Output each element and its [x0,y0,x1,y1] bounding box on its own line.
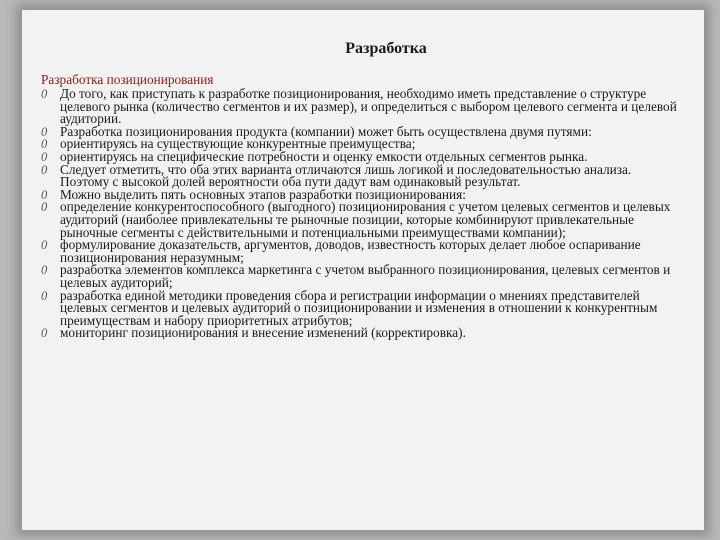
list-item-text: мониторинг позиционирования и внесение изменений (корректировка). [60,325,466,341]
list-item-text: разработка единой методики проведения сбора и регистрации информации о мнениях представителей целевых сегментов и целевых аудиторий о позиционировании и изменения в отношении к конкурентным преимуществам и набору приоритетных атрибутов; [60,287,658,328]
list-item [41,161,681,190]
bullet-marker: 0 [41,137,48,152]
list-item-text: До того, как приступать к разработке позиционирования, необходимо иметь представление о структуре целевого рынка (количество сегментов и их размер), и определиться с выбором целевого сегмента и целевой аудитории. [60,86,677,127]
list-item-text: разработка элементов комплекса маркетинга с учетом выбранного позиционирования, целевых сегментов и целевых аудиторий; [60,262,671,290]
bullet-list [41,88,681,340]
list-item [41,88,681,126]
list-item-text: формулирование доказательств, аргументов, доводов, известность которых делает любое оспаривание позиционирования неразумным; [60,237,641,265]
bullet-marker: 0 [41,263,48,278]
list-item [41,239,681,264]
list-item-text: Можно выделить пять основных этапов разработки позиционирования: [60,186,466,202]
slide [22,10,704,530]
list-item [41,264,681,289]
bullet-marker: 0 [41,124,48,139]
bullet-marker: 0 [41,187,48,202]
list-item-text: Разработка позиционирования продукта (компании) может быть осуществлена двумя путями: [60,123,592,139]
slide-title: Разработка [345,40,427,57]
bullet-marker: 0 [41,149,48,164]
bullet-marker: 0 [41,288,48,303]
bullet-marker: 0 [41,87,48,101]
slide-subtitle: Разработка позиционирования [41,72,214,87]
list-item [41,327,681,340]
list-item-text: Следует отметить, что оба этих варианта отличаются лишь логикой и последовательностью анализа. Поэтому с высокой долей вероятности оба пути дадут вам одинаковый результат. [60,161,632,190]
bullet-marker: 0 [41,162,48,177]
list-item [41,201,681,239]
list-item-text: определение конкурентоспособного (выгодного) позиционирования с учетом целевых сегментов и целевых аудиторий (наиболее привлекательны те рыночные позиции, которые комбинируют привлекательные рыночные сегменты с действительными и потенциальными преимуществами компании); [60,199,671,240]
list-item [41,287,681,328]
list-item-text: ориентируясь на существующие конкурентные преимущества; [60,136,416,152]
list-item-text: ориентируясь на специфические потребности и оценку емкости отдельных сегментов рынка. [60,148,588,164]
bullet-marker: 0 [41,326,48,341]
bullet-marker: 0 [41,200,48,215]
bullet-marker: 0 [41,238,48,253]
